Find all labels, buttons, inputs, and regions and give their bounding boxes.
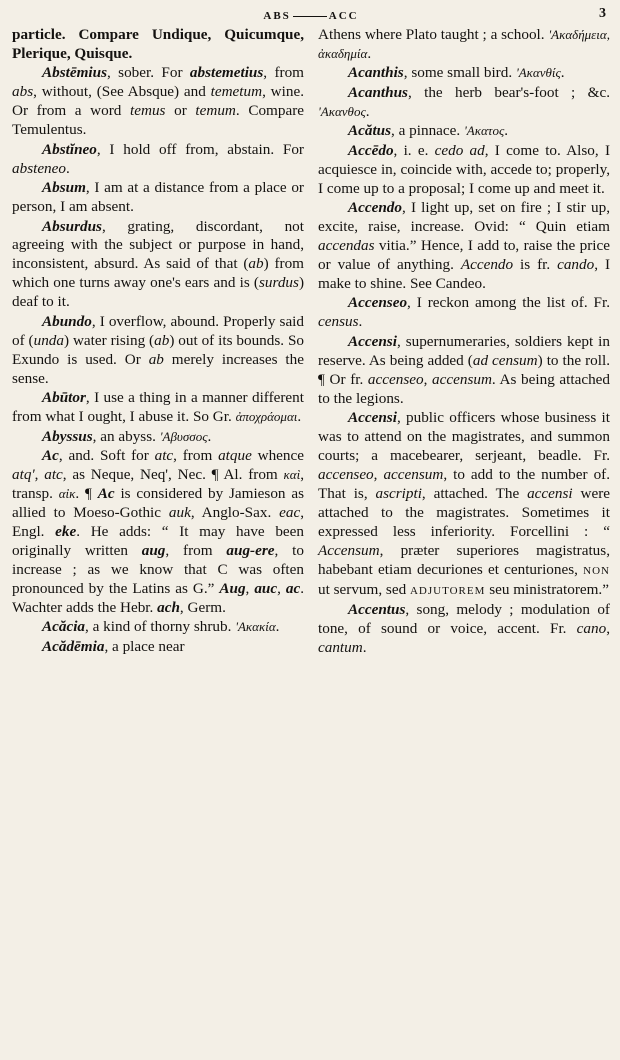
- entry-abyssus: Abyssus, an abyss. 'Αβυσσος.: [42, 427, 212, 445]
- headword: Accensi: [348, 409, 397, 427]
- headword: Abyssus: [42, 427, 93, 445]
- headword: Acăcia: [42, 618, 86, 636]
- headword: Acanthis: [348, 64, 404, 82]
- running-head-left: ABS: [263, 10, 291, 22]
- entry-acanthus: Acanthus, the herb bear's-foot ; &c. 'Ακανθος.: [318, 83, 610, 120]
- entry-abstineo: Abstĭneo, I hold off from, abstain. For absteneo.: [12, 140, 304, 177]
- headword: Abūtor: [42, 389, 86, 407]
- entry-academia: Acădēmia, a place near: [42, 637, 185, 655]
- entry-absum: Absum, I am at a distance from a place or person, I am absent.: [12, 179, 304, 216]
- headword: Abundo: [42, 312, 92, 330]
- entry-accensi-2: Accensi, public officers whose business it was to attend on the magistrates, and summon courts; a macebearer, serjeant, beadle. Fr. accenseo, accensum, to add to the number of. That is, ascripti, attached. The accensi were attached to the magistrates. Sometimes it expressed less inferiority. Forcellini : “ Accensum, præter superiores magistratus, habebant etiam decuriones et centuriones, NON ut servum, sed ADJUTOREM seu ministratorem.”: [318, 409, 611, 598]
- entry-abundo: Abundo, I overflow, abound. Properly said of (unda) water rising (ab) out of its bounds. So Exundo is used. Or ab merely increases the sense.: [12, 312, 304, 387]
- entry-abstemius: Abstēmius, sober. For abstemetius, from abs, without, (See Absque) and temetum, wine. Or from a word temus or temum. Compare Temulentus.: [12, 64, 304, 139]
- entry-particle-continuation: particle. Compare Undique, Quicumque, Plerique, Quisque.: [12, 26, 304, 62]
- headword: Accensi: [348, 332, 397, 350]
- entry-acatus: Acătus, a pinnace. 'Ακατος.: [348, 122, 509, 140]
- page-number: 3: [599, 6, 606, 21]
- headword: Acădēmia: [42, 637, 105, 655]
- headword: Abstēmius: [42, 64, 107, 82]
- page-header: [12, 6, 610, 26]
- entry-accenseo: Accenseo, I reckon among the list of. Fr. census.: [318, 294, 610, 331]
- running-head-right: ACC: [328, 10, 359, 22]
- headword: Absum: [42, 179, 86, 197]
- entry-accendo: Accendo, I light up, set on fire ; I stir up, excite, raise, increase. Ovid: “ Quin etiam accendas vitia.” Hence, I add to, raise the price or value of anything. Accendo is fr. cando, I make to shine. See Candeo.: [318, 199, 610, 292]
- running-head-dash: [293, 16, 327, 17]
- entry-acanthis: Acanthis, some small bird. 'Ακανθίς.: [348, 64, 565, 82]
- headword: Accēdo: [348, 141, 394, 159]
- entry-abutor: Abūtor, I use a thing in a manner different from what I ought, I abuse it. So Gr. ἀποχράομαι.: [12, 389, 304, 426]
- right-column: [318, 26, 610, 658]
- headword: Acătus: [348, 122, 392, 140]
- headword: Abstĭneo: [42, 140, 97, 158]
- headword: Ac: [42, 446, 59, 464]
- entry-accedo: Accēdo, i. e. cedo ad, I come to. Also, I acquiesce in, coincide with, accede to; properly, I come up to a proposal; I come up and meet it.: [318, 141, 611, 197]
- running-head: [12, 10, 610, 22]
- entry-absurdus: Absurdus, grating, discordant, not agreeing with the subject or purpose in hand, inconsistent, absurd. As said of that (ab) from which one turns away one's ears and is (surdus) deaf to it.: [12, 217, 304, 311]
- entry-accentus: Accentus, song, melody ; modulation of tone, of sound or voice, accent. Fr. cano, cantum.: [318, 601, 610, 656]
- left-column: [12, 26, 304, 658]
- headword: Accendo: [348, 199, 402, 217]
- headword: Accentus: [348, 601, 406, 619]
- entry-ac: Ac, and. Soft for atc, from atque whence atq', atc, as Neque, Neq', Nec. ¶ Al. from καὶ, transp. αἰκ. ¶ Ac is considered by Jamieson as allied to Moeso-Gothic auk, Anglo-Sax. eac, Engl. eke. He adds: “ It may have been originally written aug, from aug-ere, to increase ; as we know that C was often pronounced by the Latins as G.” Aug, auc, ac. Wachter adds the Hebr. ach, Germ.: [12, 446, 305, 616]
- text-columns: [12, 26, 610, 658]
- entry-academia-continuation: Athens where Plato taught ; a school. 'Ακαδήμεια, ἀκαδημία.: [318, 26, 610, 62]
- headword: Accenseo: [348, 294, 408, 312]
- headword: Absurdus: [42, 217, 102, 235]
- entry-acacia: Acăcia, a kind of thorny shrub. 'Ακακία.: [42, 618, 280, 636]
- entry-accensi-1: Accensi, supernumeraries, soldiers kept in reserve. As being added (ad censum) to the roll. ¶ Or fr. accenseo, accensum. As being attached to the legions.: [318, 332, 611, 407]
- headword: Acanthus: [348, 83, 408, 101]
